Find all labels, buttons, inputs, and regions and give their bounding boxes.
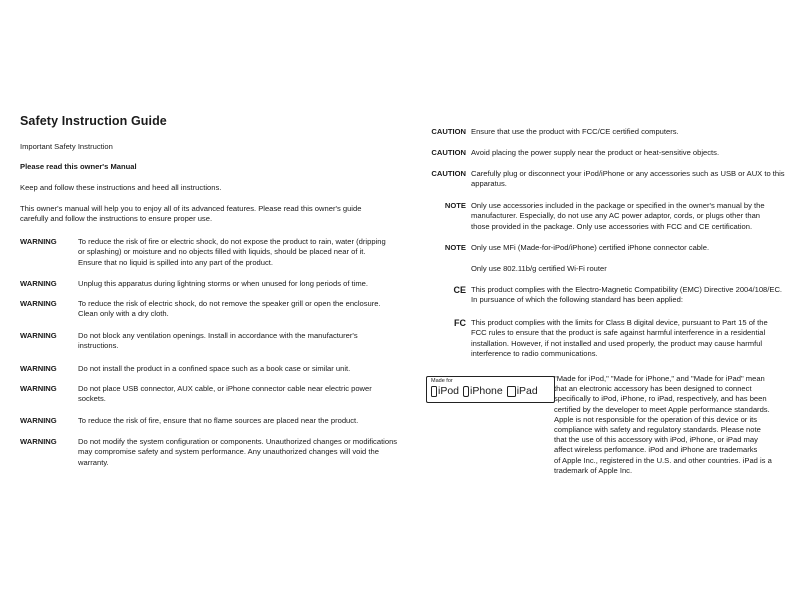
warning-item: [20, 331, 404, 352]
caution-label: CAUTION: [431, 169, 466, 178]
important-safety-heading: Important Safety Instruction: [20, 142, 113, 151]
warning-text: Unplug this apparatus during lightning storms or when unused for long periods of time.: [78, 279, 368, 288]
keep-instructions-text: Keep and follow these instructions and heed all instructions.: [20, 183, 222, 192]
note-item: [424, 243, 789, 253]
fcc-compliance: [424, 318, 789, 360]
note-text: Only use 802.11b/g certified Wi-Fi router: [471, 264, 607, 273]
warning-label: WARNING: [20, 364, 57, 373]
caution-text: Carefully plug or disconnect your iPod/iPhone or any accessories such as USB or AUX to this apparatus.: [471, 169, 785, 189]
warning-label: WARNING: [20, 384, 57, 393]
wifi-note: [424, 264, 789, 274]
warning-text: To reduce the risk of fire, ensure that no flame sources are placed near the product.: [78, 416, 359, 425]
right-page: [404, 0, 808, 598]
note-label: NOTE: [444, 201, 466, 210]
made-for-apple-badge: [426, 376, 555, 403]
warning-item: [20, 416, 404, 426]
made-for-label: Made for: [431, 378, 453, 384]
warning-label: WARNING: [20, 279, 57, 288]
warning-label: WARNING: [20, 437, 57, 446]
warning-text: Do not block any ventilation openings. Install in accordance with the manufacturer's instructions.: [78, 331, 358, 351]
warning-label: WARNING: [20, 299, 57, 308]
caution-label: CAUTION: [431, 127, 466, 136]
note-label: [424, 264, 466, 274]
ipad-icon: [507, 386, 516, 397]
page-title: Safety Instruction Guide: [20, 114, 167, 128]
fcc-mark-icon: FC: [454, 318, 466, 328]
note-text: Only use MFi (Made-for-iPod/iPhone) certified iPhone connector cable.: [471, 243, 710, 252]
iphone-icon: [463, 386, 469, 397]
apple-trademark-notice: "Made for iPod," "Made for iPhone," and "Made for iPad" mean that an electronic accessory has been designed to connect specifically to iPod, iPhone, ro iPad, respectively, and has been certified by the developer to meet Apple performance standards. Apple is not responsible for the operation of this device or its compliance with safety and regulatory standards. Please note that the use of this accessory with iPod, iPhone, or iPad may affect wireless perfomance. iPod and iPhone are trademarks of Apple Inc., registered in the U.S. and other countries. iPad is a trademark of Apple Inc.: [554, 374, 772, 475]
warning-item: [20, 384, 404, 405]
badge-ipod-label: iPod: [438, 385, 460, 397]
warning-item: [20, 364, 404, 374]
warning-label: WARNING: [20, 331, 57, 340]
warning-item: [20, 237, 404, 268]
note-item: [424, 201, 789, 232]
caution-label: CAUTION: [431, 148, 466, 157]
caution-item: [424, 169, 789, 190]
warning-item: [20, 299, 404, 320]
ipod-icon: [431, 386, 437, 397]
fcc-compliance-text: This product complies with the limits for Class B digital device, pursuant to Part 15 of the FCC rules to ensure that the product is safe against harmful interference in a residential installation. However, if not installed and used properly, the product may cause harmful interference to radio communications.: [471, 318, 768, 359]
warning-text: Do not modify the system configuration or components. Unauthorized changes or modifications may compromise safety and system performance. Any unauthorized changes will void the warranty.: [78, 437, 398, 467]
caution-text: Ensure that use the product with FCC/CE certified computers.: [471, 127, 679, 136]
caution-item: [424, 148, 789, 158]
warning-item: [20, 279, 404, 289]
badge-ipad-label: iPad: [516, 385, 538, 397]
warning-label: WARNING: [20, 416, 57, 425]
warning-item: [20, 437, 404, 468]
read-manual-heading: Please read this owner's Manual: [20, 162, 137, 171]
note-text: Only use accessories included in the package or specified in the owner's manual by the manufacturer. Especially, do not use any AC power adaptor, cords, or plugs other than those provided in the package. Only use accessories with FCC and CE certification.: [471, 201, 765, 231]
caution-text: Avoid placing the power supply near the product or heat-sensitive objects.: [471, 148, 720, 157]
warning-text: To reduce the risk of fire or electric shock, do not expose the product to rain, water (dripping or splashing) or moisture and no objects filled with liquids, should be placed near of it. Ensure that no liquid is spilled into any part of the product.: [78, 237, 386, 267]
ce-compliance: [424, 285, 789, 306]
ce-mark-icon: CE: [453, 285, 466, 295]
note-label: NOTE: [444, 243, 466, 252]
warning-text: Do not place USB connector, AUX cable, or iPhone connector cable near electric power sockets.: [78, 384, 372, 404]
intro-paragraph: This owner's manual will help you to enjoy all of its advanced features. Please read this owner's guide carefully and follow the instructions to ensure proper use.: [20, 204, 362, 224]
caution-item: [424, 127, 789, 137]
ce-compliance-text: This product complies with the Electro-Magnetic Compatibility (EMC) Directive 2004/108/EC. In pursuance of which the following standard has been applied:: [471, 285, 783, 305]
warning-text: Do not install the product in a confined space such as a book case or similar unit.: [78, 364, 351, 373]
warning-text: To reduce the risk of electric shock, do not remove the speaker grill or open the enclosure. Clean only with a dry cloth.: [78, 299, 381, 319]
warning-label: WARNING: [20, 237, 57, 246]
badge-iphone-label: iPhone: [470, 385, 503, 397]
